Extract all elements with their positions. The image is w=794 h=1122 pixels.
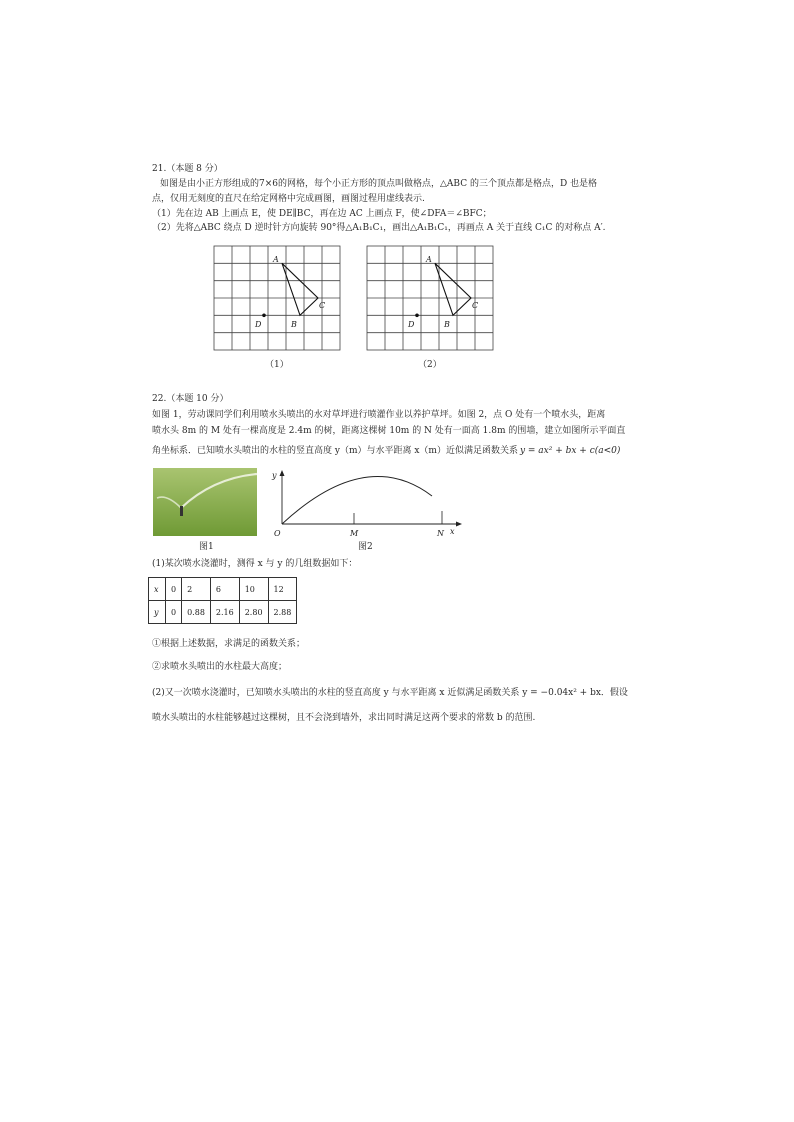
sprinkler-photo xyxy=(153,468,257,536)
axis-label-y: y xyxy=(272,471,277,480)
table-cell: 12 xyxy=(268,578,297,601)
label-n: N xyxy=(437,529,444,538)
q21-intro-line1: 如图是由小正方形组成的7×6的网格，每个小正方形的顶点叫做格点，△ABC 的三个顶点都是格点，D 也是格 xyxy=(160,179,598,189)
q21-part1: （1）先在边 AB 上画点 E，使 DE∥BC，再在边 AC 上画点 F，使∠DFA＝∠BFC； xyxy=(152,209,492,219)
origin-label: O xyxy=(274,529,281,538)
label-m: M xyxy=(350,529,359,538)
point-d-2 xyxy=(415,314,419,318)
table-cell: 2.16 xyxy=(210,601,239,624)
q22-title: 22.（本题 10 分） xyxy=(152,394,229,404)
label-a-1: A xyxy=(273,255,279,264)
q22-formula: y = ax² + bx + c(a<0) xyxy=(519,446,621,456)
q22-part1: (1)某次喷水浇灌时，测得 x 与 y 的几组数据如下： xyxy=(152,559,358,569)
table-cell: 2.88 xyxy=(268,601,297,624)
triangle-abc-1 xyxy=(282,263,318,315)
fig1-caption: （1） xyxy=(265,360,289,370)
table-cell: 0 xyxy=(166,601,182,624)
label-b-2: B xyxy=(444,320,450,329)
table-row-y xyxy=(149,601,297,624)
table-row-x xyxy=(149,578,297,601)
q22-paragraph-line2: 喷水头 8m 的 M 处有一棵高度是 2.4m 的树，距离这棵树 10m 的 N 处有一面高 1.8m 的围墙，建立如图所示平面直 xyxy=(152,426,626,436)
coordinate-graph xyxy=(268,466,468,540)
label-b-1: B xyxy=(291,320,297,329)
q22-paragraph-line3: 角坐标系．已知喷水头喷出的水柱的竖直高度 y（m）与水平距离 x（m）近似满足函数关系 y = ax² + bx + c(a<0) xyxy=(152,446,621,456)
graph-caption: 图2 xyxy=(358,542,373,552)
q22-part2-line2: 喷水头喷出的水柱能够越过这棵树，且不会浇到墙外，求出同时满足这两个要求的常数 b 的范围. xyxy=(152,713,536,723)
q21-part2: （2）先将△ABC 绕点 D 逆时针方向旋转 90°得△A₁B₁C₁，画出△A₁B₁C₁，再画点 A 关于直线 C₁C 的对称点 A′. xyxy=(152,223,606,233)
water-parabola xyxy=(282,476,432,524)
label-c-2: C xyxy=(472,301,479,310)
photo-caption: 图1 xyxy=(199,542,214,552)
point-d-1 xyxy=(262,314,266,318)
q21-intro-line2: 点，仅用无刻度的直尺在给定网格中完成画图，画图过程用虚线表示. xyxy=(152,194,425,204)
label-c-1: C xyxy=(319,301,326,310)
q22-sub2: ②求喷水头喷出的水柱最大高度； xyxy=(152,662,288,672)
q21-title: 21.（本题 8 分） xyxy=(152,164,223,174)
q22-part2-line1: (2)又一次喷水浇灌时，已知喷水头喷出的水柱的竖直高度 y 与水平距离 x 近似满足函数关系 y = −0.04x² + bx．假设 xyxy=(152,688,628,698)
table-header-x: x xyxy=(149,578,166,601)
fig2-caption: （2） xyxy=(418,360,442,370)
table-cell: 2 xyxy=(182,578,211,601)
axis-label-x: x xyxy=(450,527,455,536)
table-cell: 6 xyxy=(210,578,239,601)
q22-sub1: ①根据上述数据，求满足的函数关系； xyxy=(152,639,306,649)
table-cell: 10 xyxy=(239,578,268,601)
grid-figure-2 xyxy=(363,242,498,354)
table-cell: 2.80 xyxy=(239,601,268,624)
triangle-abc-2 xyxy=(435,263,471,315)
label-a-2: A xyxy=(426,255,432,264)
q22-paragraph-line1: 如图 1，劳动课同学们利用喷水头喷出的水对草坪进行喷灌作业以养护草坪。如图 2，点 O 处有一个喷水头，距离 xyxy=(152,410,606,420)
grid-figure-1 xyxy=(210,242,345,354)
table-cell: 0.88 xyxy=(182,601,211,624)
label-d-1: D xyxy=(255,320,262,329)
data-table xyxy=(148,577,297,624)
table-cell: 0 xyxy=(166,578,182,601)
table-header-y: y xyxy=(149,601,166,624)
label-d-2: D xyxy=(408,320,415,329)
